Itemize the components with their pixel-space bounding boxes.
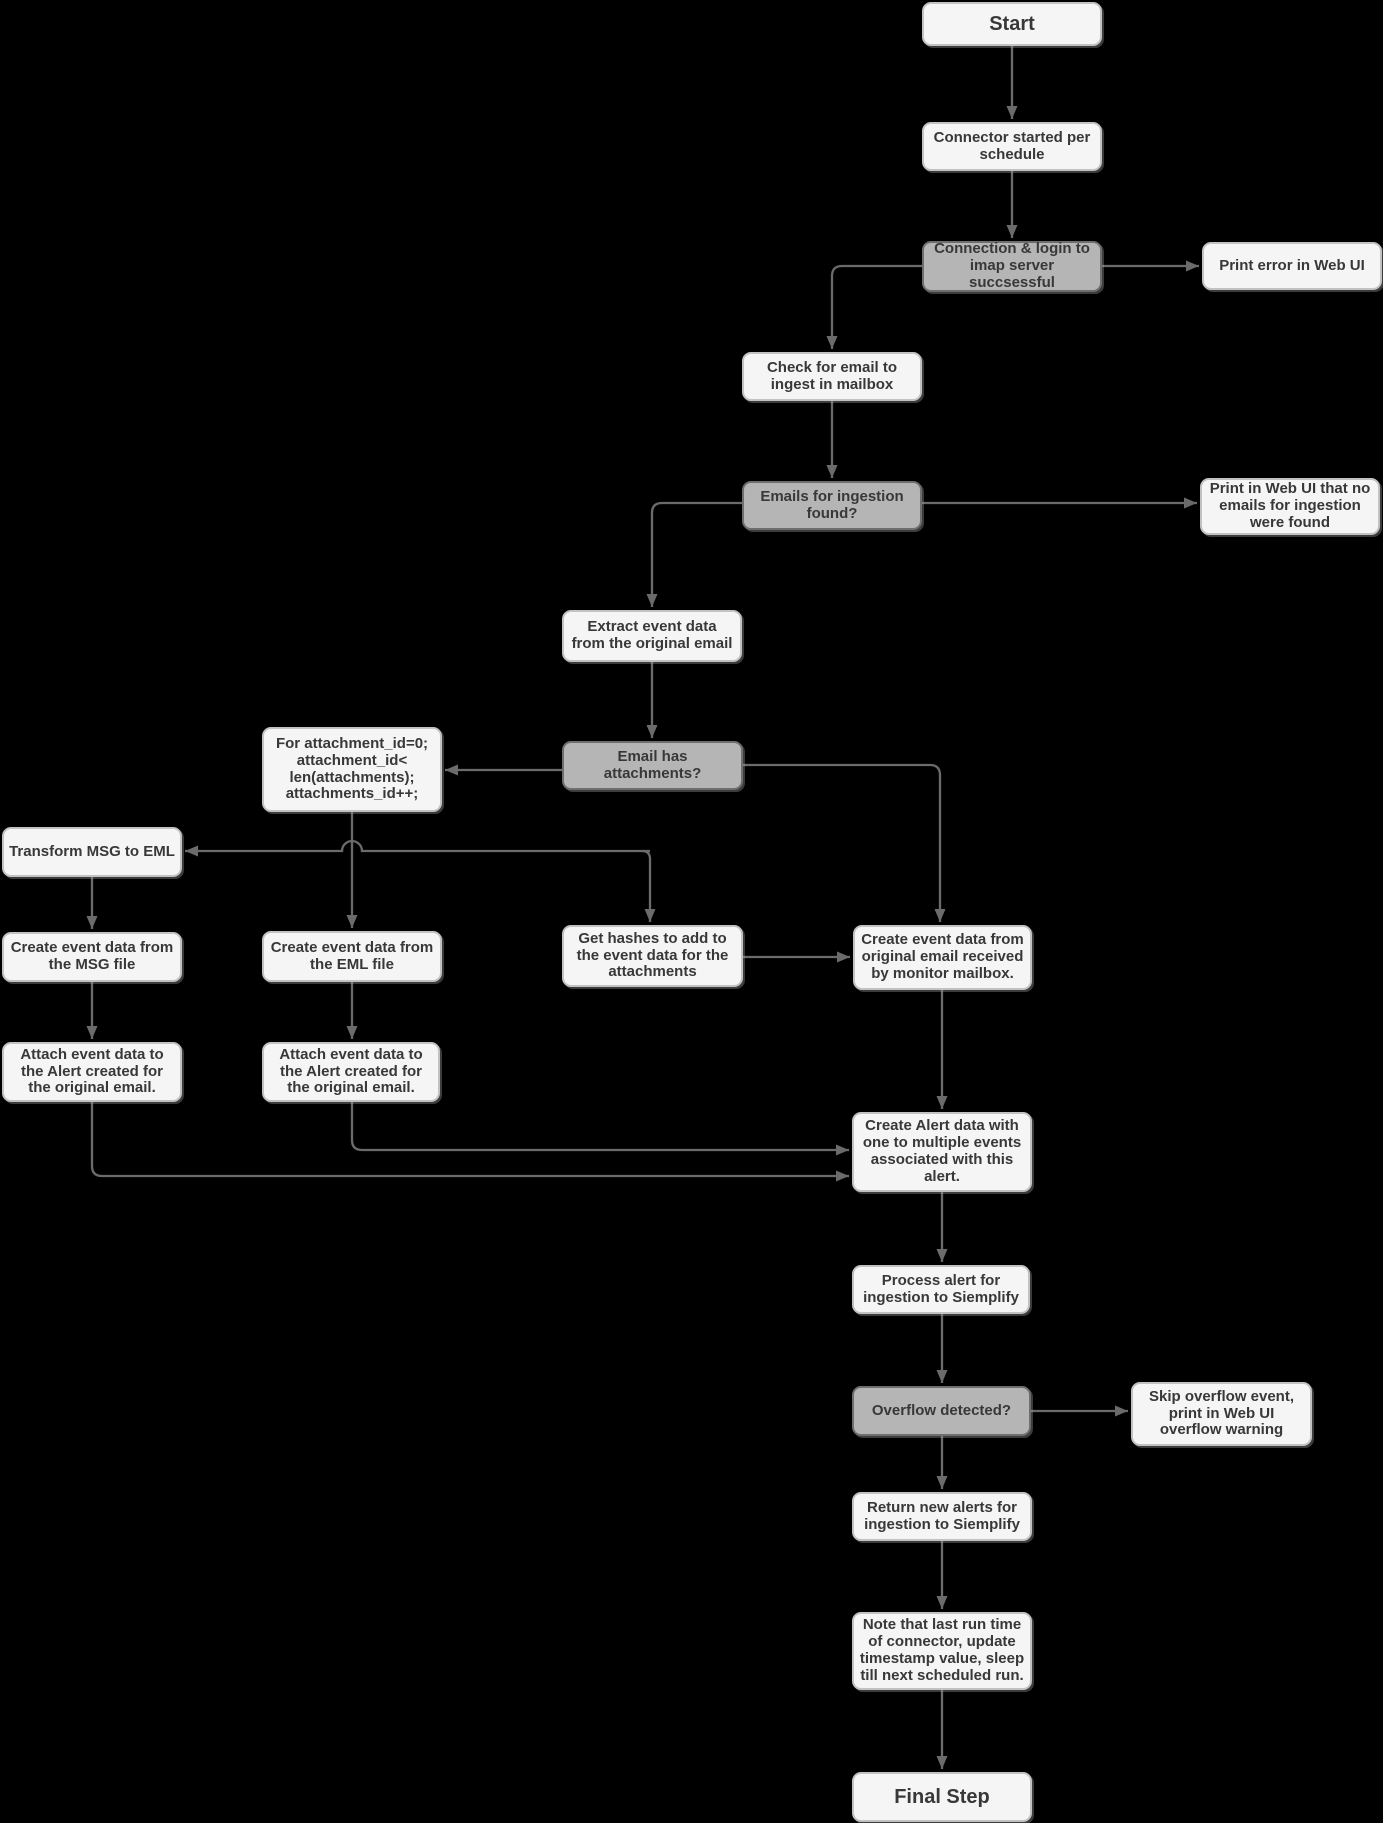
node-for-loop: For attachment_id=0; attachment_id< len(attachments); attachments_id++; xyxy=(262,727,442,812)
node-note-lastrun: Note that last run time of connector, update timestamp value, sleep till next scheduled run. xyxy=(852,1612,1032,1690)
node-return-alerts: Return new alerts for ingestion to Siemplify xyxy=(852,1492,1032,1541)
edge-email-attachments-to-create-original xyxy=(743,765,940,922)
node-print-no-emails: Print in Web UI that no emails for ingestion were found xyxy=(1200,478,1380,535)
node-create-msg: Create event data from the MSG file xyxy=(2,932,182,982)
node-connection-login-decision: Connection & login to imap server succsessful xyxy=(922,241,1102,292)
node-final-step: Final Step xyxy=(852,1772,1032,1822)
edge-attach-msg-to-create-alert xyxy=(92,1102,849,1176)
node-overflow-decision: Overflow detected? xyxy=(852,1386,1031,1436)
node-transform-msg: Transform MSG to EML xyxy=(2,827,182,877)
node-connector-started: Connector started per schedule xyxy=(922,122,1102,171)
node-emails-found-decision: Emails for ingestion found? xyxy=(742,481,922,530)
edge-connection-login-to-check-email xyxy=(832,266,922,349)
edge-emails-found-to-extract-event xyxy=(652,503,742,607)
node-attach-eml: Attach event data to the Alert created for the original email. xyxy=(262,1042,440,1102)
edge-attach-eml-to-create-alert xyxy=(352,1102,849,1150)
node-create-original: Create event data from original email received by monitor mailbox. xyxy=(853,925,1032,990)
node-create-eml: Create event data from the EML file xyxy=(262,931,442,982)
node-skip-overflow: Skip overflow event, print in Web UI overflow warning xyxy=(1131,1382,1312,1446)
edge-for-loop-to-transform-msg xyxy=(185,841,650,851)
edge-for-loop-to-get-hashes xyxy=(642,851,650,922)
node-email-attachments-decision: Email has attachments? xyxy=(562,741,743,790)
node-check-email: Check for email to ingest in mailbox xyxy=(742,352,922,401)
node-get-hashes: Get hashes to add to the event data for the attachments xyxy=(562,925,743,987)
node-start: Start xyxy=(922,2,1102,46)
node-create-alert: Create Alert data with one to multiple events associated with this alert. xyxy=(852,1112,1032,1192)
node-attach-msg: Attach event data to the Alert created for the original email. xyxy=(2,1042,182,1102)
node-process-alert: Process alert for ingestion to Siemplify xyxy=(852,1265,1030,1314)
node-print-error: Print error in Web UI xyxy=(1202,242,1382,290)
node-extract-event: Extract event data from the original email xyxy=(562,610,742,662)
